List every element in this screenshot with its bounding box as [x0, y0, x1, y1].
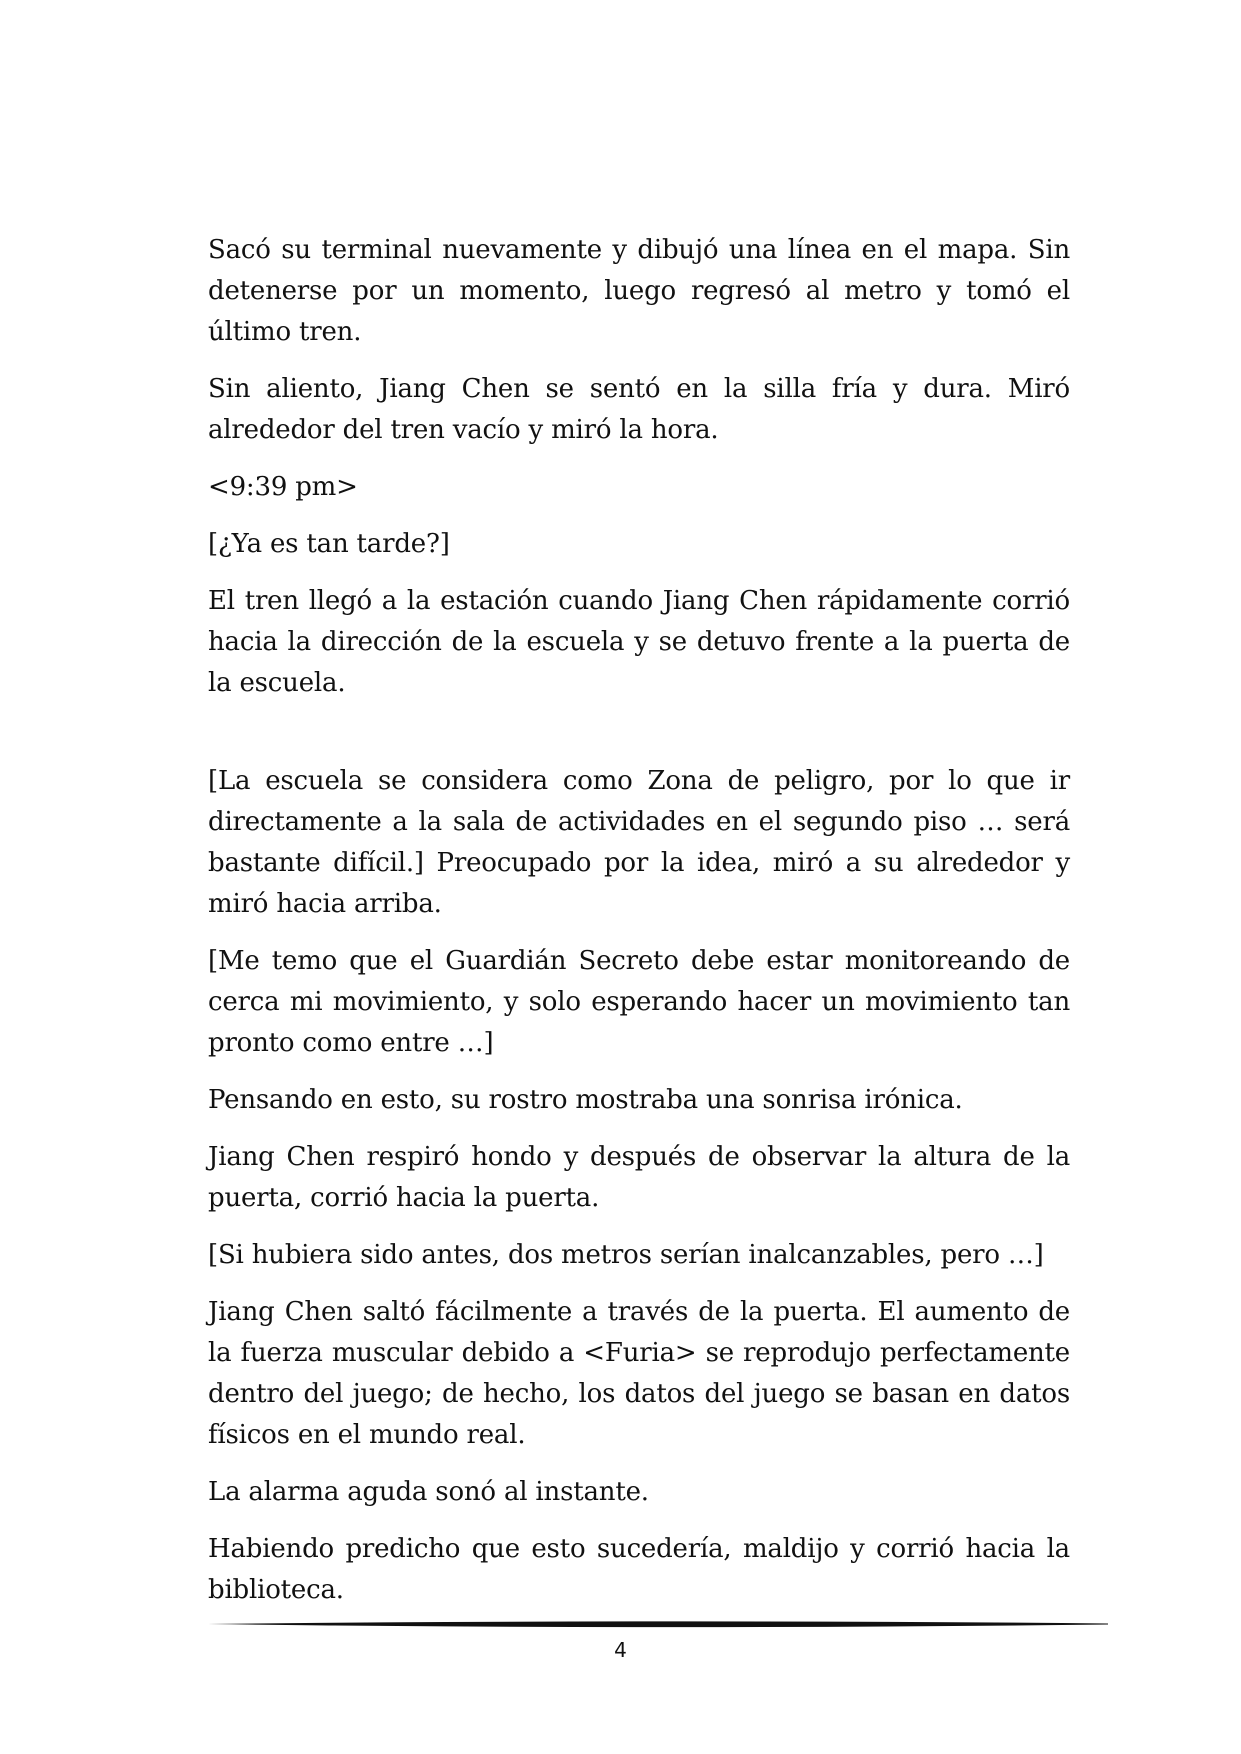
footer-divider [208, 1618, 1108, 1630]
paragraph: <9:39 pm> [208, 472, 358, 502]
page-body [208, 230, 1070, 1627]
paragraph: Sin aliento, Jiang Chen se sentó en la silla fría y dura. Miró alrededor del tren vacío y miró la hora. [208, 374, 1070, 445]
paragraph: [¿Ya es tan tarde?] [208, 529, 450, 559]
paragraph: Jiang Chen saltó fácilmente a través de la puerta. El aumento de la fuerza muscular debido a <Furia> se reprodujo perfectamente dentro del juego; de hecho, los datos del juego se basan en datos físicos en el mundo real. [208, 1297, 1070, 1450]
paragraph: [La escuela se considera como Zona de peligro, por lo que ir directamente a la sala de actividades en el segundo piso … será bastante difícil.] Preocupado por la idea, miró a su alrededor y miró hacia arriba. [208, 766, 1070, 919]
page-number: 4 [614, 1638, 627, 1662]
paragraph: La alarma aguda sonó al instante. [208, 1477, 649, 1507]
paragraph: [Me temo que el Guardián Secreto debe estar monitoreando de cerca mi movimiento, y solo esperando hacer un movimiento tan pronto como entre …] [208, 946, 1070, 1058]
paragraph: Pensando en esto, su rostro mostraba una sonrisa irónica. [208, 1085, 963, 1115]
paragraph: Sacó su terminal nuevamente y dibujó una línea en el mapa. Sin detenerse por un momento, luego regresó al metro y tomó el último tren. [208, 235, 1070, 347]
paragraph: [Si hubiera sido antes, dos metros serían inalcanzables, pero …] [208, 1240, 1044, 1270]
paragraph: El tren llegó a la estación cuando Jiang Chen rápidamente corrió hacia la dirección de la escuela y se detuvo frente a la puerta de la escuela. [208, 586, 1070, 698]
paragraph: Jiang Chen respiró hondo y después de observar la altura de la puerta, corrió hacia la puerta. [208, 1142, 1070, 1213]
section-gap [208, 720, 1070, 761]
paragraph: Habiendo predicho que esto sucedería, maldijo y corrió hacia la biblioteca. [208, 1534, 1070, 1605]
